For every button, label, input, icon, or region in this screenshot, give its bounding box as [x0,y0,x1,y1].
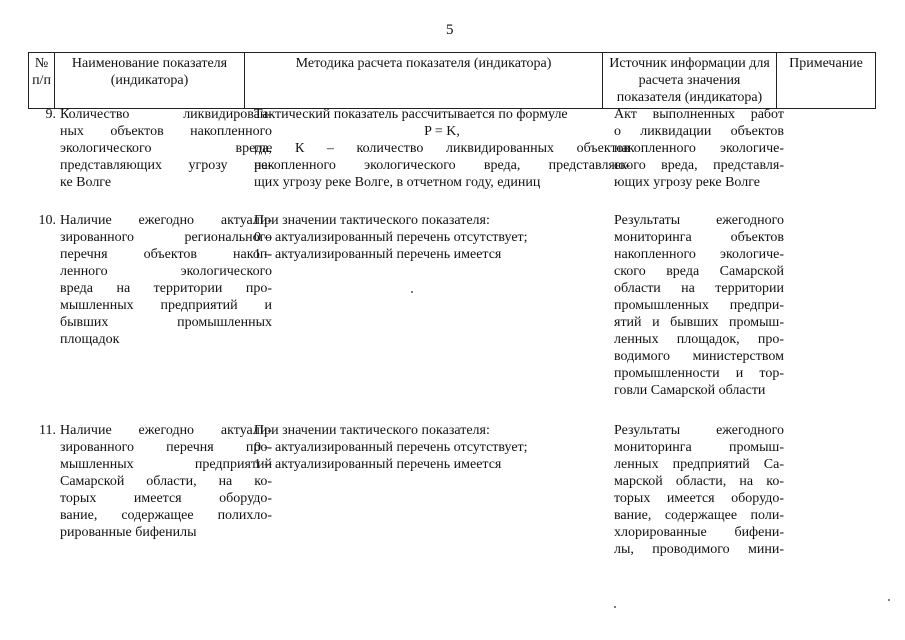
header-method: Методика расчета показателя (индикатора) [245,53,603,109]
text-line: 0 – актуализированный перечень отсутствует; [254,230,528,245]
text-line: ющих угрозу реке Волге [614,175,761,190]
text-line: торых имеется оборудо- [60,491,272,506]
text-line: Количество ликвидирован- [60,107,272,122]
text-line: Самарской области, на ко- [60,474,272,489]
header-source: Источник информации для расчета значения показателя (индикатора) [603,53,777,109]
text-line: вание, содержащее полихло- [60,508,272,523]
text-line: хлорированные бифени- [614,525,784,540]
text-line: лы, проводимого мини- [614,542,784,557]
text-line: ке Волге [60,175,112,190]
text-line: ленного экологического [60,264,272,279]
text-line: представляющих угрозу ре- [60,158,272,173]
text-line: Результаты ежегодного [614,213,784,228]
text-line: перечня объектов накоп- [60,247,272,262]
text-line: мониторинга объектов [614,230,784,245]
formula: P = K, [424,124,460,139]
text-line: ятий и бывших промыш- [614,315,784,330]
text-line: экологического вреда, [60,141,272,156]
row-number: 9. [45,107,56,122]
indicator-source [614,106,784,191]
text-line: накопленного экологиче- [614,247,784,262]
text-line: При значении тактического показателя: [254,213,490,228]
text-line: говли Самарской области [614,383,766,398]
text-line: вреда на территории про- [60,281,272,296]
text-line: мониторинга промыш- [614,440,784,455]
text-line: 0 – актуализированный перечень отсутствует; [254,440,528,455]
text-line: ского вреда Самарской [614,264,784,279]
text-line: Тактический показатель рассчитывается по формуле [254,107,568,122]
indicator-name [60,106,272,191]
text-line: рированные бифенилы [60,525,197,540]
text-line: ленных площадок, про- [614,332,784,347]
text-line: промышленности и тор- [614,366,784,381]
row-number: 10. [38,213,56,228]
indicator-method [254,422,630,473]
text-line: Наличие ежегодно актуали- [60,423,272,438]
page-number: 5 [446,22,454,38]
indicator-source [614,212,784,399]
text-line: вание, содержащее поли- [614,508,784,523]
scan-speck [614,606,616,608]
header-name: Наименование показателя (индикатора) [55,53,245,109]
text-line: площадок [60,332,120,347]
text-line: Результаты ежегодного [614,423,784,438]
scan-speck [411,291,413,293]
text-line: марской области, на ко- [614,474,784,489]
indicator-method [254,212,630,263]
text-line: Акт выполненных работ [614,107,784,122]
table-header [28,52,876,109]
text-line: 1 – актуализированный перечень имеется [254,247,502,262]
text-line: накопленного экологиче- [614,141,784,156]
header-note: Примечание [777,53,876,109]
indicator-name [60,422,272,541]
text-line: При значении тактического показателя: [254,423,490,438]
text-line: водимого министерством [614,349,784,364]
text-line: бывших промышленных [60,315,272,330]
header-num: № п/п [29,53,55,109]
text-line: промышленных предпри- [614,298,784,313]
indicator-name [60,212,272,348]
text-line: о ликвидации объектов [614,124,784,139]
indicator-method [254,106,630,191]
text-line: Наличие ежегодно актуали- [60,213,272,228]
row-number: 11. [39,423,56,438]
text-line: зированного перечня про- [60,440,272,455]
text-line: мышленных предприятий и [60,298,272,313]
text-line: зированного регионального [60,230,272,245]
text-line: 1 – актуализированный перечень имеется [254,457,502,472]
text-line: торых имеется оборудо- [614,491,784,506]
text-line: ского вреда, представля- [614,158,784,173]
text-line: ленных предприятий Са- [614,457,784,472]
text-line: области на территории [614,281,784,296]
text-line: где К – количество ликвидированных объектов [254,141,630,156]
scan-speck [888,599,890,601]
indicator-source [614,422,784,558]
text-line: накопленного экологического вреда, представляю- [254,158,630,173]
text-line: мышленных предприятий [60,457,272,472]
text-line: ных объектов накопленного [60,124,272,139]
text-line: щих угрозу реке Волге, в отчетном году, единиц [254,175,541,190]
